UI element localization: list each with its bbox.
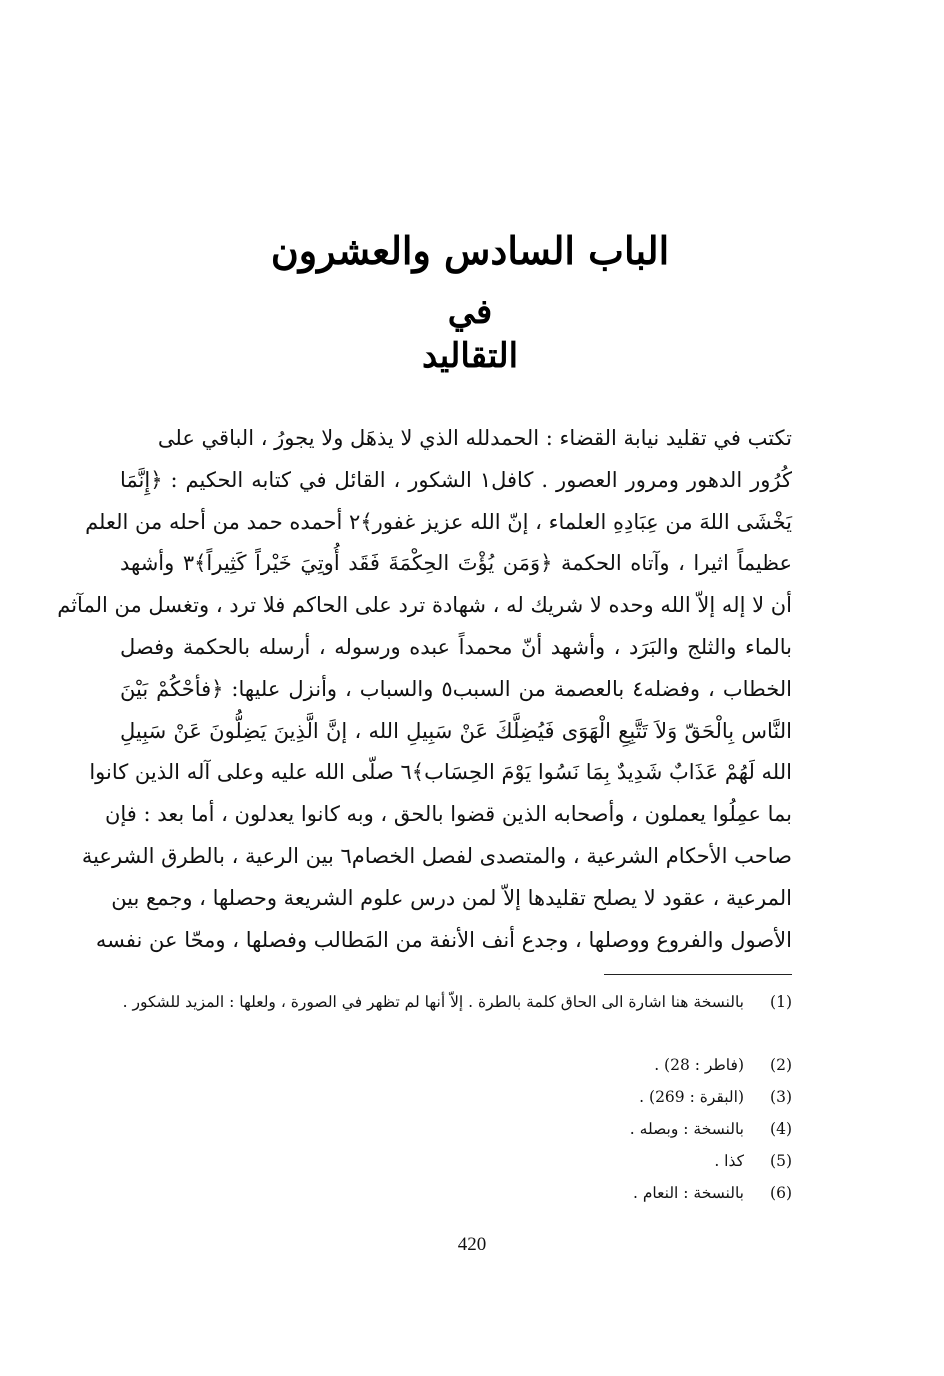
- body-line: تكتب في تقليد نيابة القضاء : الحمدلله الذي لا يذهَل ولا يجورُ ، الباقي على: [157, 426, 792, 450]
- footnote-number: (4): [770, 1120, 792, 1138]
- footnote-number: (2): [770, 1056, 792, 1074]
- body-line: يَخْشَى اللهَ من عِبَادِهِ العلماء ، إنّ الله عزيز غفور﴾٢ أحمده حمد من أحله من العلم: [85, 509, 792, 534]
- footnote-text: بالنسخة هنا اشارة الى الحاق كلمة بالطرة . إلاّ أنها لم تظهر في الصورة ، ولعلها : المزيد للشكور .: [122, 993, 744, 1011]
- footnote-number: (1): [770, 993, 792, 1011]
- footnotes: [120, 987, 792, 1209]
- body-line: الأصول والفروع ووصلها ، وجدع أنف الأنفة من المَطالب وفصلها ، ومحّا عن نفسه: [95, 927, 792, 952]
- chapter-topic: التقاليد: [421, 336, 519, 376]
- page-number: 420: [457, 1234, 487, 1255]
- footnote-text: كذا .: [714, 1152, 744, 1170]
- body-line: الله لَهُمْ عَذَابٌ شَدِيدٌ بِمَا نَسُوا يَوْمَ الحِسَاب﴾٦ صلّى الله عليه وعلى آله الذين كانوا: [89, 760, 792, 785]
- footnote-number: (6): [770, 1184, 792, 1202]
- body-line: الخطاب ، وفضله٤ بالعصمة من السبب٥ والسباب ، وأنزل عليها: ﴿فأحْكُمْ بَيْنَ: [120, 676, 792, 701]
- footnote-separator: [604, 974, 792, 975]
- footnote-number: (5): [770, 1152, 792, 1170]
- body-line: النَّاس بِالْحَقّ وَلاَ تَتَّبِعِ الْهَوَى فَيُضِلَّكَ عَنْ سَبِيلِ الله ، إنَّ الَّذِينَ يَضِلُّونَ عَنْ سَبِيلِ: [120, 718, 792, 743]
- footnote: [120, 987, 792, 1049]
- footnote: [120, 1049, 792, 1081]
- body-line: صاحب الأحكام الشرعية ، والمتصدى لفصل الخصام٦ بين الرعية ، بالطرق الشرعية: [81, 843, 792, 868]
- body-line: أن لا إله إلاّ الله وحده لا شريك له ، شهادة ترد على الحاكم فلا ترد ، وتغسل من المآثم: [57, 593, 792, 618]
- footnote: [120, 1081, 792, 1113]
- footnote-number: (3): [770, 1088, 792, 1106]
- footnote-text: (البقرة : 269) .: [639, 1088, 744, 1106]
- chapter-title-preposition: في: [447, 292, 493, 332]
- footnote-text: بالنسخة : وبصله .: [629, 1120, 744, 1138]
- footnote-text: (فاطر : 28) .: [654, 1056, 744, 1074]
- body-line: كُرُور الدهور ومرور العصور . كافل١ الشكور ، القائل في كتابه الحكيم : ﴿إِنَّمَا: [120, 467, 792, 492]
- body-line: بالماء والثلج والبَرَد ، وأشهد أنّ محمداً عبده ورسوله ، أرسله بالحكمة وفصل: [120, 634, 792, 659]
- footnote: [120, 1113, 792, 1145]
- footnote: [120, 1177, 792, 1209]
- body-text: [57, 418, 793, 961]
- footnote-text: بالنسخة : النعام .: [632, 1184, 744, 1202]
- body-line: عظيماً اثيرا ، وآتاه الحكمة ﴿وَمَن يُؤْتَ الحِكْمَةَ فَقَد أُوتِيَ خَيْراً كَثِيراً﴾٣ وأشهد: [120, 551, 793, 576]
- body-line: المرعية ، عقود لا يصلح تقليدها إلاّ لمن درس علوم الشريعة وحصلها ، وجمع بين: [111, 885, 792, 910]
- body-line: بما عمِلُوا يعملون ، وأصحابه الذين قضوا بالحق ، وبه كانوا يعدلون ، أما بعد : فإن: [104, 802, 792, 827]
- footnote: [120, 1145, 792, 1177]
- chapter-title: الباب السادس والعشرون: [270, 228, 670, 273]
